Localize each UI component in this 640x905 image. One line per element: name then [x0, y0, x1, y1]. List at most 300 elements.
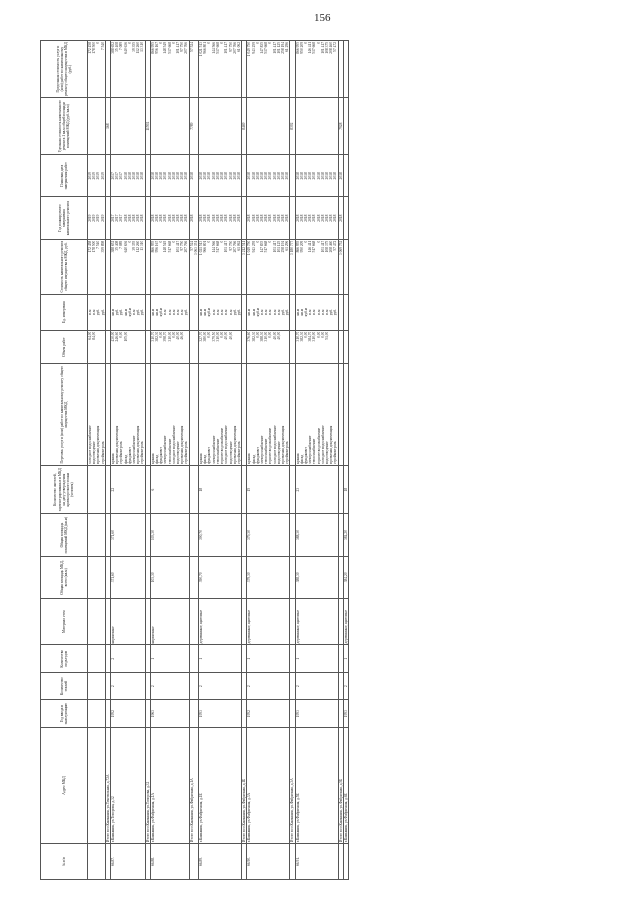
cell-line: п.м — [312, 309, 317, 315]
cell-line: кв.м — [150, 308, 155, 316]
cell-works — [247, 364, 290, 465]
cell-line: 208 460 — [329, 240, 334, 253]
cell-line: 0 — [159, 240, 164, 243]
cell-line: 172 458 — [88, 42, 92, 54]
cell-line: теплоснабжение — [312, 438, 317, 464]
cell-limit — [150, 41, 189, 98]
cell-cost — [247, 239, 290, 294]
cell-works — [111, 364, 146, 465]
cell-area-prem: 388,30 — [295, 514, 338, 556]
cell-line: п.м — [171, 309, 176, 315]
cell-plan-year — [189, 197, 198, 239]
cell-unit — [199, 294, 242, 330]
cell-line: 40,00 — [272, 331, 277, 340]
cell-line: 207 766 — [184, 42, 189, 54]
cell-area-prem: 390,70 — [199, 514, 242, 556]
cell-line: проектная документация — [329, 425, 334, 464]
cell-addr: Итого по г.Камышин, ул.Фабричная, д.1Б — [242, 727, 247, 843]
cell-line: 2018 — [180, 214, 185, 222]
cell-line: 2018 — [184, 172, 189, 180]
cell-line: 57 524 — [189, 240, 194, 251]
cell-line: 40,00 — [276, 331, 281, 340]
cell-line: 208 460 — [329, 42, 334, 54]
cell-line: 3 063 351 — [193, 240, 198, 256]
cell-line: 0,00 — [159, 331, 164, 338]
cell-line: 517 668 — [167, 240, 172, 253]
cell-cost — [343, 239, 348, 294]
cell-works — [199, 364, 242, 465]
cell-residents — [88, 465, 106, 514]
cell-cost — [199, 239, 242, 294]
cell-limit — [88, 41, 106, 98]
cell-addr: г.Камышин, ул.Фабричная, д.5Б — [295, 727, 338, 843]
cell-line: 39 355 — [132, 42, 137, 52]
cell-cost — [189, 239, 198, 294]
column-header: Количество этажей — [41, 672, 88, 699]
cell-line: 2018 — [215, 172, 220, 180]
cell-addr: Итого по г.Камышин, ул.Текстильная, д.72А — [105, 727, 110, 843]
cell-addr: Итого по г.Камышин, ул.Фабричная, д.5Б — [338, 727, 343, 843]
column-header: Год ввода в эксплуатацию — [41, 700, 88, 727]
cell-line: 178 500 — [92, 42, 97, 54]
cell-line: 2018 — [272, 172, 277, 180]
cell-line: фасад — [123, 454, 128, 464]
cell-line: 2018 — [176, 214, 181, 222]
cell-line: 430,00 — [111, 331, 116, 342]
column-header: Ед. измерения — [41, 294, 88, 330]
cell-line: п.м — [167, 309, 172, 315]
cell-line: 2018 — [215, 214, 220, 222]
cell-line: 101 417 — [320, 42, 325, 54]
cell-line: п.м — [272, 309, 277, 315]
cell-line: фундамент — [303, 447, 308, 464]
cell-line: 966 801 — [203, 240, 208, 253]
cell-line: 148 549 — [163, 42, 168, 54]
cell-line: 517 668 — [215, 240, 220, 253]
cell-line: 2018 — [127, 172, 132, 180]
column-header: Адрес МКД — [41, 727, 88, 843]
cell-line: 2018 — [163, 214, 168, 222]
cell-line: 2018 — [140, 214, 145, 222]
cell-entr: 2 — [111, 645, 146, 672]
cell-volume — [189, 330, 198, 364]
cell-line: 0 — [255, 240, 260, 243]
cell-line: 1 049 750 — [247, 42, 252, 57]
cell-line: 7 540 — [100, 42, 105, 51]
cell-residents — [189, 465, 198, 514]
cell-year: 1953 — [343, 700, 348, 727]
cell-area-total: 103,30 — [150, 556, 189, 598]
cell-line: 966 801 — [203, 42, 208, 54]
cell-line: 2018 — [316, 172, 321, 180]
cell-area-prem: 371,60 — [111, 514, 146, 556]
cell-plan-date — [150, 155, 189, 197]
cell-year: 1963 — [150, 700, 189, 727]
cell-residents: 23 — [295, 465, 338, 514]
cell-line: водоотведение — [228, 441, 233, 464]
cell-line: 0,00 — [268, 331, 273, 338]
cell-line: 2018 — [140, 172, 145, 180]
cell-line: 0 — [303, 42, 308, 44]
cell-line: кв.м — [111, 308, 116, 316]
cell-year: 1953 — [295, 700, 338, 727]
column-header: Общая площадь помещений МКД (кв.м) — [41, 514, 88, 556]
cell-line: 2018 — [171, 214, 176, 222]
cell-num: 66.90. — [247, 844, 290, 880]
cell-line: 1 021 513 — [199, 240, 204, 256]
cell-line: 2018 — [211, 214, 216, 222]
cell-line: 2018 — [247, 172, 252, 180]
cell-line: фасад — [251, 454, 256, 464]
cell-line: 2018 — [316, 214, 321, 222]
cell-line: 2019 — [88, 214, 92, 222]
table-row — [150, 41, 189, 880]
cell-line: 0 — [171, 42, 176, 44]
cell-line: 2018 — [155, 214, 160, 222]
cell-line: 147 835 — [259, 42, 264, 54]
cell-line: 112 260 — [136, 240, 141, 253]
cell-line: 0 — [220, 42, 225, 44]
cell-line: электроснабжение — [163, 435, 168, 464]
cell-area-total: 384,20 — [343, 556, 348, 598]
cell-line: 2018 — [338, 214, 343, 222]
cell-unit-cost — [150, 98, 189, 155]
cell-line: 2018 — [264, 214, 269, 222]
table-row — [189, 41, 198, 880]
cell-floors: 2 — [111, 672, 146, 699]
cell-line: 61 296 — [285, 42, 290, 52]
table-row — [88, 41, 106, 880]
cell-line: кв.м — [295, 308, 300, 316]
cell-plan-date — [199, 155, 242, 197]
cell-line: п.м — [276, 309, 281, 315]
cell-limit — [199, 41, 242, 98]
cell-unit-cost — [247, 98, 290, 155]
cell-unit-cost — [295, 98, 338, 155]
cell-line: 57 472 — [333, 240, 338, 251]
cell-cost — [111, 239, 146, 294]
cell-line: 2019 — [96, 172, 101, 180]
cell-line: 2018 — [280, 214, 285, 222]
cell-num — [88, 844, 106, 880]
table-row — [247, 41, 290, 880]
cell-line: 101 417 — [224, 240, 229, 253]
cell-line: 2018 — [203, 172, 208, 180]
cell-line: 327,70 — [199, 331, 204, 342]
cell-line: 2018 — [203, 214, 208, 222]
rotated-table-container — [40, 40, 630, 880]
cell-num: 66.87. — [111, 844, 146, 880]
cell-line: 388,30 — [259, 331, 264, 342]
cell-line: 517 668 — [215, 42, 220, 54]
cell-line: 379,50 — [211, 331, 216, 342]
cell-volume — [343, 330, 348, 364]
cell-line: 207 766 — [232, 240, 237, 253]
cell-line: 246,60 — [115, 331, 120, 342]
cell-line: 0 — [255, 42, 260, 44]
cell-line: 61 062 — [236, 240, 241, 251]
cell-line: проектная документация — [280, 425, 285, 464]
cell-line: 2018 — [320, 214, 325, 222]
cell-plan-date — [189, 155, 198, 197]
cell-line: 640 636 — [123, 42, 128, 54]
cell-line: 2018 — [329, 214, 334, 222]
cell-line: холодное водоснабжение — [272, 425, 277, 464]
cell-line: 2018 — [276, 172, 281, 180]
cell-line: 2018 — [236, 214, 241, 222]
cell-plan-date — [111, 155, 146, 197]
cell-line: 2018 — [324, 172, 329, 180]
cell-line: стройконтроль — [333, 441, 338, 464]
cell-area-prem — [88, 514, 106, 556]
cell-unit-cost: 7789 — [189, 98, 198, 155]
cell-line: 866 955 — [295, 42, 300, 54]
cell-addr: Итого по г.Камышин, ул.Топорова, д.32 — [145, 727, 150, 843]
cell-line: п.м — [88, 309, 92, 315]
cell-volume — [247, 330, 290, 364]
cell-line: 2018 — [211, 172, 216, 180]
cell-year: 1953 — [199, 700, 242, 727]
cell-plan-date — [295, 155, 338, 197]
cell-area-total: 379,30 — [247, 556, 290, 598]
cell-line: п.м — [264, 309, 269, 315]
cell-line: 0,00 — [207, 331, 212, 338]
cell-line: 956 167 — [155, 240, 160, 253]
cell-line: фундамент — [127, 447, 132, 464]
cell-line: 382,30 — [251, 331, 256, 342]
cell-addr — [88, 727, 106, 843]
cell-line: фасад — [203, 454, 208, 464]
cell-line: 2018 — [184, 214, 189, 222]
cell-line: руб. — [232, 309, 237, 316]
cell-line: 2018 — [150, 172, 155, 180]
cell-line: 2018 — [303, 214, 308, 222]
cell-line: 2018 — [123, 214, 128, 222]
cell-line: п.м — [308, 309, 313, 315]
cell-line: холодное водоснабжение — [224, 425, 229, 464]
cell-unit — [88, 294, 106, 330]
cell-line: 2018 — [251, 214, 256, 222]
cell-line: 943 259 — [251, 240, 256, 253]
cell-line: 61 296 — [285, 240, 290, 251]
cell-wall: деревянные, щитовые — [199, 598, 242, 644]
cell-year — [88, 700, 106, 727]
cell-line: 2019 — [100, 172, 105, 180]
cell-line: стройконтроль — [184, 441, 189, 464]
cell-line: проектная документация — [136, 425, 141, 464]
cell-line: 0,00 — [171, 331, 176, 338]
capital-repair-table — [40, 40, 349, 880]
cell-plan-year — [150, 197, 189, 239]
cell-works — [189, 364, 198, 465]
cell-unit — [295, 294, 338, 330]
cell-line: 2018 — [207, 214, 212, 222]
cell-plan-date — [88, 155, 106, 197]
cell-line: 101 125 — [276, 42, 281, 54]
cell-line: крыша — [199, 453, 204, 464]
cell-wall: деревянные, щитовые — [247, 598, 290, 644]
cell-line: 0 — [171, 240, 176, 243]
cell-line: 2018 — [268, 172, 273, 180]
cell-line: 0 — [127, 42, 132, 44]
cell-line: 2018 — [247, 214, 252, 222]
cell-line: кв.м — [123, 308, 128, 316]
cell-area-total — [189, 556, 198, 598]
cell-line: 310,00 — [264, 331, 269, 342]
cell-line: фасад — [299, 454, 304, 464]
cell-num — [189, 844, 198, 880]
cell-line: руб. — [115, 309, 120, 316]
cell-line: 57 524 — [189, 42, 194, 52]
cell-line: 2018 — [224, 214, 229, 222]
column-header: Плановая дата завершения работ — [41, 155, 88, 197]
cell-line: 101 417 — [272, 240, 277, 253]
cell-num: 66.89. — [199, 844, 242, 880]
column-header: № п/п — [41, 844, 88, 880]
cell-addr: г.Камышин, ул.Фабричная, д.3А — [247, 727, 290, 843]
cell-line: 0,00 — [255, 331, 260, 338]
cell-line: 13 310 — [140, 42, 145, 52]
cell-floors — [88, 672, 106, 699]
table-row — [343, 41, 348, 880]
cell-line: 2018 — [299, 172, 304, 180]
cell-line: 84,00 — [92, 331, 97, 340]
cell-line: стройконтроль — [119, 441, 124, 464]
cell-line: 40,00 — [176, 331, 181, 340]
cell-line: 2018 — [259, 172, 264, 180]
cell-line: 2018 — [308, 172, 313, 180]
cell-volume — [111, 330, 146, 364]
cell-unit-cost: 8469 — [242, 98, 247, 155]
cell-line: 2019 — [92, 172, 97, 180]
cell-line: стройконтроль — [236, 441, 241, 464]
cell-line: 40,00 — [228, 331, 233, 340]
cell-residents: 22 — [111, 465, 146, 514]
cell-line: 0 — [159, 42, 164, 44]
cell-line: руб. — [119, 309, 124, 316]
cell-line: 866 955 — [150, 240, 155, 253]
cell-unit-cost: 11592 — [145, 98, 150, 155]
cell-line: теплоснабжение — [167, 438, 172, 464]
cell-line: 640 636 — [123, 240, 128, 253]
cell-line: крыша — [150, 453, 155, 464]
cell-line: 0 — [207, 42, 212, 44]
cell-unit-cost — [343, 98, 348, 155]
cell-line: 310,00 — [167, 331, 172, 342]
cell-line: 97 750 — [180, 240, 185, 251]
column-header: Общая площадь МКД, всего (кв.м) — [41, 556, 88, 598]
cell-line: 2018 — [132, 214, 137, 222]
cell-line: 2018 — [136, 172, 141, 180]
cell-plan-year — [295, 197, 338, 239]
cell-works — [88, 364, 106, 465]
cell-line: 101 417 — [272, 42, 277, 54]
cell-line: 2018 — [199, 172, 204, 180]
cell-line: 2018 — [324, 214, 329, 222]
cell-line: 2018 — [176, 172, 181, 180]
cell-entr — [189, 645, 198, 672]
cell-line: 2018 — [199, 214, 204, 222]
cell-floors: 2 — [199, 672, 242, 699]
cell-line: 108 375 — [324, 42, 329, 54]
cell-line: 2019 — [88, 172, 92, 180]
cell-line: куб.м — [207, 307, 212, 317]
cell-line: 2018 — [312, 214, 317, 222]
cell-floors: 2 — [150, 672, 189, 699]
column-header: Количество жителей, зарегистрированных в МКД на дату утверждения краткосрочного плана (человек) — [41, 465, 88, 514]
cell-line: 380,00 — [203, 331, 208, 342]
cell-line: крыша — [247, 453, 252, 464]
column-header: Стоимость капитального ремонта общего имущества в МКД, руб. — [41, 239, 88, 294]
cell-line: водоотведение — [276, 441, 281, 464]
cell-line: 359 898 — [100, 240, 105, 253]
cell-line: фасад — [155, 454, 160, 464]
cell-line: 0,00 — [316, 331, 321, 338]
cell-line: холодное водоснабжение — [171, 425, 176, 464]
cell-limit — [295, 41, 338, 98]
cell-wall — [88, 598, 106, 644]
cell-line: горячее водоснабжение — [220, 427, 225, 464]
cell-line: 3 180 777 — [290, 240, 295, 256]
cell-line: 2018 — [268, 214, 273, 222]
cell-floors — [189, 672, 198, 699]
cell-line: 144 566 — [211, 240, 216, 253]
cell-line: 2018 — [150, 214, 155, 222]
cell-line: 388 652 — [111, 42, 116, 54]
cell-works — [343, 364, 348, 465]
cell-line: 0 — [127, 240, 132, 243]
cell-line: стройконтроль — [100, 441, 105, 464]
cell-line: 2018 — [207, 172, 212, 180]
cell-area-prem: 384,20 — [343, 514, 348, 556]
cell-line: 105,00 — [123, 331, 128, 342]
cell-line: 0 — [303, 240, 308, 243]
cell-unit-cost: 168 — [105, 98, 110, 155]
cell-entr: 1 — [150, 645, 189, 672]
cell-num: 66.88. — [150, 844, 189, 880]
cell-line: 866 955 — [150, 42, 155, 54]
cell-cost — [88, 239, 106, 294]
cell-line: п.м — [228, 309, 233, 315]
cell-line: 2018 — [251, 172, 256, 180]
cell-line: 956 167 — [155, 42, 160, 54]
cell-line: п.м — [211, 309, 216, 315]
cell-limit — [247, 41, 290, 98]
cell-line: 3 069 752 — [338, 240, 343, 256]
column-header: Предельная стоимость услуг и (или) работ по капитальному ремонту общего имущества в МКД (руб.) — [41, 41, 88, 98]
cell-line: стройконтроль — [140, 441, 145, 464]
cell-line: 2017 — [119, 172, 124, 180]
cell-line: 2018 — [123, 172, 128, 180]
cell-line: 2018 — [189, 214, 194, 222]
cell-line: 2018 — [136, 214, 141, 222]
cell-line: п.м — [176, 309, 181, 315]
table-row — [295, 41, 338, 880]
cell-line: 64,00 — [88, 331, 92, 340]
column-header: Год планируемого завершения капитального ремонта — [41, 197, 88, 239]
cell-unit-cost — [199, 98, 242, 155]
cell-line: 2018 — [167, 214, 172, 222]
cell-limit — [111, 41, 146, 98]
cell-line: 943 259 — [251, 42, 256, 54]
cell-works — [150, 364, 189, 465]
cell-line: 112 260 — [136, 42, 141, 54]
cell-unit — [343, 294, 348, 330]
cell-line: 310,70 — [150, 331, 155, 342]
page-number: 156 — [314, 12, 331, 24]
cell-line: 2017 — [115, 172, 120, 180]
cell-residents: 18 — [343, 465, 348, 514]
